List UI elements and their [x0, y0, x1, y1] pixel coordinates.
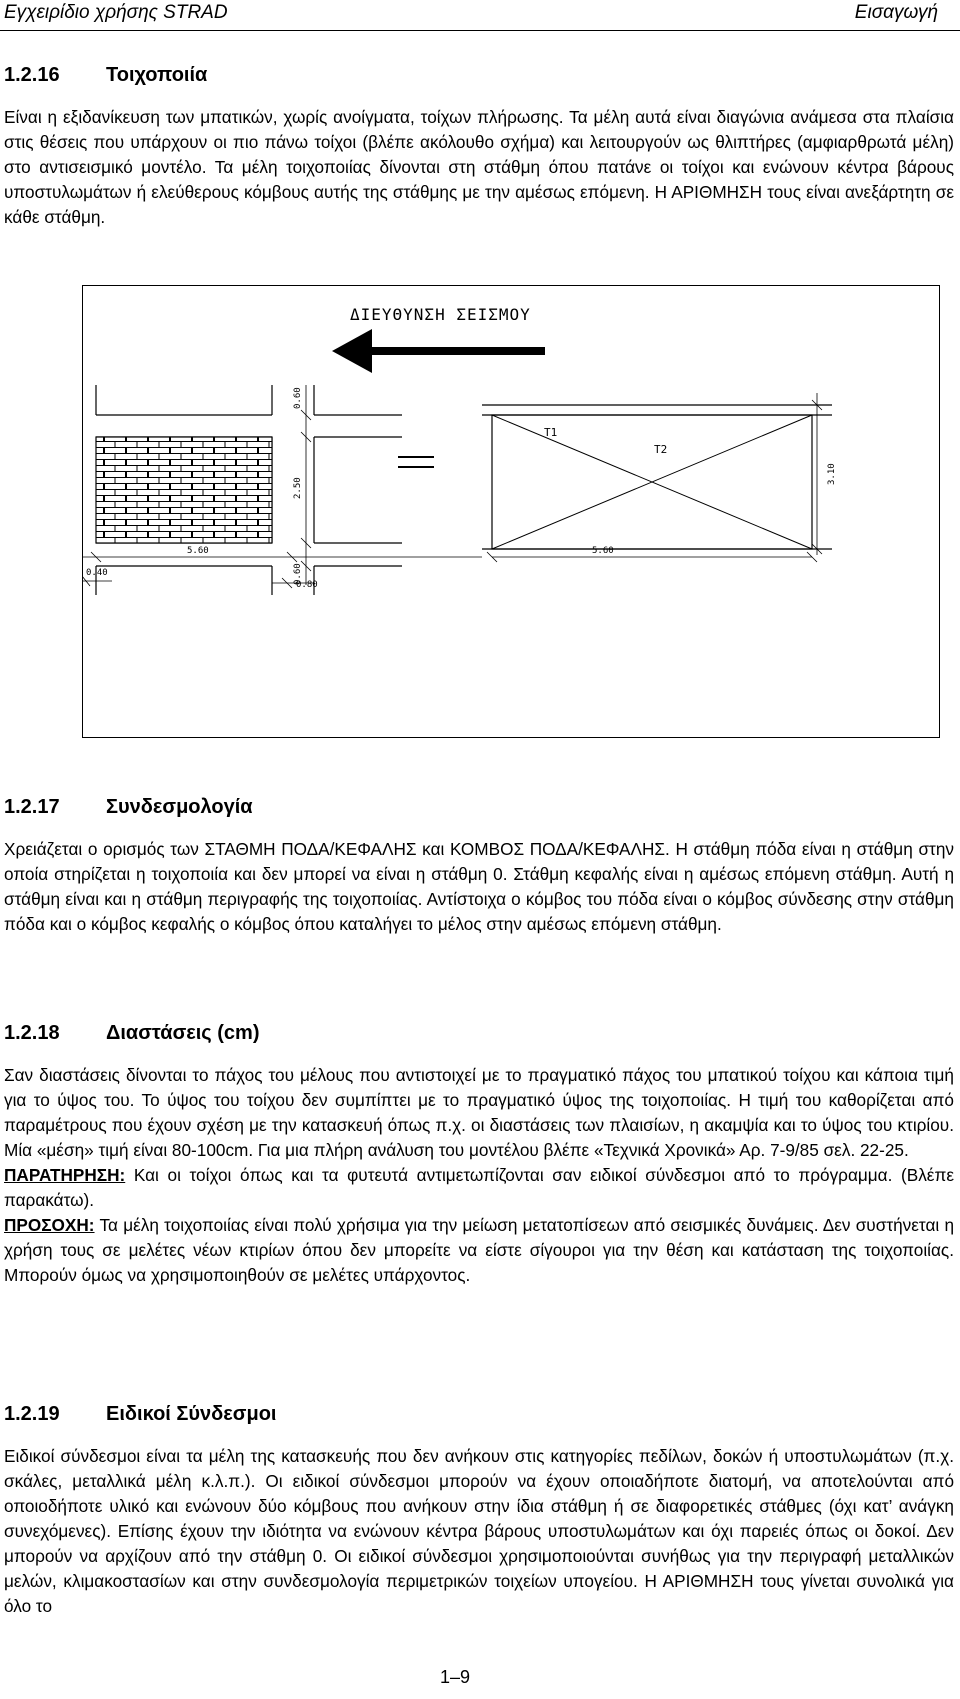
note-label: ΠΑΡΑΤΗΡΗΣΗ:: [4, 1165, 126, 1185]
right-frame-beams: [482, 405, 832, 549]
strut-label-t2: T2: [654, 443, 668, 456]
section-title: Διαστάσεις (cm): [106, 1022, 260, 1044]
paragraph-special-links: Ειδικοί σύνδεσμοι είναι τα μέλη της κατασκευής που δεν ανήκουν στις κατηγορίες πεδίλων, δοκών ή υποστυλωμάτων (π.χ. σκάλες, μεταλλικά μέλη κ.λ.π.). Οι ειδικοί σύνδεσμοι μπορούν να έχουν οποιαδήποτε διατομή, να αποτελούνται από οποιοδήποτε υλικό και ενώνουν δύο κόμβους που ανήκουν στην ίδια στάθμη ή σε διαφορετικές στάθμες (όχι κατ’ ανάγκη συνεχόμενες). Επίσης έχουν την ιδιότητα να ενώνουν κέντρα βάρους υποστυλωμάτων και όχι παρειές όπως οι δοκοί. Δεν μπορούν να αρχίζουν από την στάθμη 0. Οι ειδικοί σύνδεσμοι χρησιμοποιούνται συνήθως για την περιγραφή μεταλλικών μελών, κλιμακοστασίων και στην συνδεσμολογία περιμετρικών τοιχείων υπογείου. Η ΑΡΙΘΜΗΣΗ τους γίνεται συνολικά για όλο το: [4, 1446, 954, 1616]
section-heading-1-2-18: [4, 1022, 260, 1045]
warning-label: ΠΡΟΣΟΧΗ:: [4, 1215, 95, 1235]
dim-wall-height: 2.50: [293, 477, 303, 499]
dim-column: 0.40: [86, 568, 108, 578]
paragraph-masonry: Είναι η εξιδανίκευση των μπατικών, χωρίς ανοίγματα, τοίχων πλήρωσης. Τα μέλη αυτά είναι διαγώνια ανάμεσα στα πλαίσια στις θέσεις που υπάρχουν οι πιο πάνω τοίχοι (βλέπε ακόλουθο σχήμα) και λειτουργούν ως θλιπτήρες (αμφιαρθρωτά μέλη) στο αντισεισμικό μοντέλο. Τα μέλη τοιχοποιίας δίνονται στη στάθμη όπου πατάνε οι τοίχοι και ενώνουν κέντρα βάρους υποστυλωμάτων ή ελεύθερους κόμβους αυτής της στάθμης με την αμέσως επόμενη. Η ΑΡΙΘΜΗΣΗ τους είναι ανεξάρτητη σε κάθε στάθμη.: [4, 107, 954, 227]
dimensions-text: Σαν διαστάσεις δίνονται το πάχος του μέλους που αντιστοιχεί με το πραγματικό πάχος του μπατικού τοίχου και κάποια τιμή για το ύψος του. Το ύψος του τοίχου δεν συμπίπτει με το πραγματικό ύψος της τοιχοποιίας. Η τιμή του καθορίζεται από παραμέτρους που έχουν σχέση με την κατασκευή όπως π.χ. οι διαστάσεις των πλαισίων, η ακαμψία και το ύψος του κτιρίου. Μία «μέση» τιμή είναι 80-100cm. Για μια πλήρη ανάλυση του μοντέλου βλέπε «Τεχνικά Χρονικά» Αρ. 7-9/85 σελ. 22-25.: [4, 1065, 954, 1160]
section-title: Τοιχοποιία: [106, 64, 208, 86]
dim-bottom-wall: 0.60: [293, 563, 303, 585]
header-manual-title: Εγχειρίδιο χρήσης STRAD: [4, 2, 228, 23]
seismic-direction-label: ΔΙΕΥΘΥΝΣΗ ΣΕΙΣΜΟΥ: [350, 305, 531, 324]
running-header: [0, 0, 960, 31]
warning-text: Τα μέλη τοιχοποιίας είναι πολύ χρήσιμα για την μείωση μετατοπίσεων από σεισμικές δυνάμεις. Δεν συστήνεται η χρήση τους σε μελέτες νέων κτιρίων όπου δεν μπορείτε να είστε σίγουροι για την θέση και κατάσταση της τοιχοποιίας. Μπορούν όμως να χρησιμοποιηθούν σε μελέτες υπάρχοντος.: [4, 1215, 954, 1285]
section-heading-1-2-17: [4, 796, 253, 819]
section-number: 1.2.19: [4, 1403, 60, 1425]
arrow-head-icon: [332, 329, 372, 373]
dim-wall-thickness: 0.80: [296, 580, 318, 590]
dim-span-left: 5.60: [187, 546, 209, 556]
section-number: 1.2.16: [4, 64, 60, 86]
page-number: 1–9: [440, 1667, 471, 1687]
paragraph-dimensions: [4, 1063, 954, 1288]
section-number: 1.2.17: [4, 796, 60, 818]
section-title: Ειδικοί Σύνδεσμοι: [106, 1403, 277, 1425]
paragraph-connectivity: Χρειάζεται ο ορισμός των ΣΤΑΘΜΗ ΠΟΔΑ/ΚΕΦΑΛΗΣ και ΚΟΜΒΟΣ ΠΟΔΑ/ΚΕΦΑΛΗΣ. Η στάθμη πόδα είναι η στάθμη στην οποία στηρίζεται η τοιχοποιία και δεν μπορεί να είναι η στάθμη 0. Στάθμη κεφαλής είναι η αμέσως επόμενη στάθμη. Αυτή η στάθμη είναι και η στάθμη περιγραφής της τοιχοποιίας. Αντίστοιχα ο κόμβος του πόδα είναι ο κόμβος σύνδεσης στην στάθμη πόδα και ο κόμβος κεφαλής ο κόμβος όπου καταλήγει το μέλος στην αμέσως επόμενη στάθμη.: [4, 839, 954, 934]
dim-span-right: 5.60: [592, 546, 614, 556]
section-title: Συνδεσμολογία: [106, 796, 253, 818]
equals-sign: [398, 457, 434, 467]
section-heading-1-2-16: [4, 64, 207, 87]
section-number: 1.2.18: [4, 1022, 60, 1044]
strut-label-t1: T1: [544, 426, 558, 439]
dim-top-wall: 0.60: [293, 387, 303, 409]
diagonal-struts: [492, 415, 812, 549]
note-text: Και οι τοίχοι όπως και τα φυτευτά αντιμετωπίζονται σαν ειδικοί σύνδεσμοι από το πρόγραμμα. (Βλέπε παρακάτω).: [4, 1165, 954, 1210]
dim-total-height: 3.10: [827, 463, 837, 485]
arrow-shaft: [370, 347, 545, 355]
masonry-diagram: [82, 285, 942, 739]
section-heading-1-2-19: [4, 1403, 276, 1426]
brick-infill-wall: [96, 437, 272, 543]
header-chapter: Εισαγωγή: [854, 2, 938, 23]
